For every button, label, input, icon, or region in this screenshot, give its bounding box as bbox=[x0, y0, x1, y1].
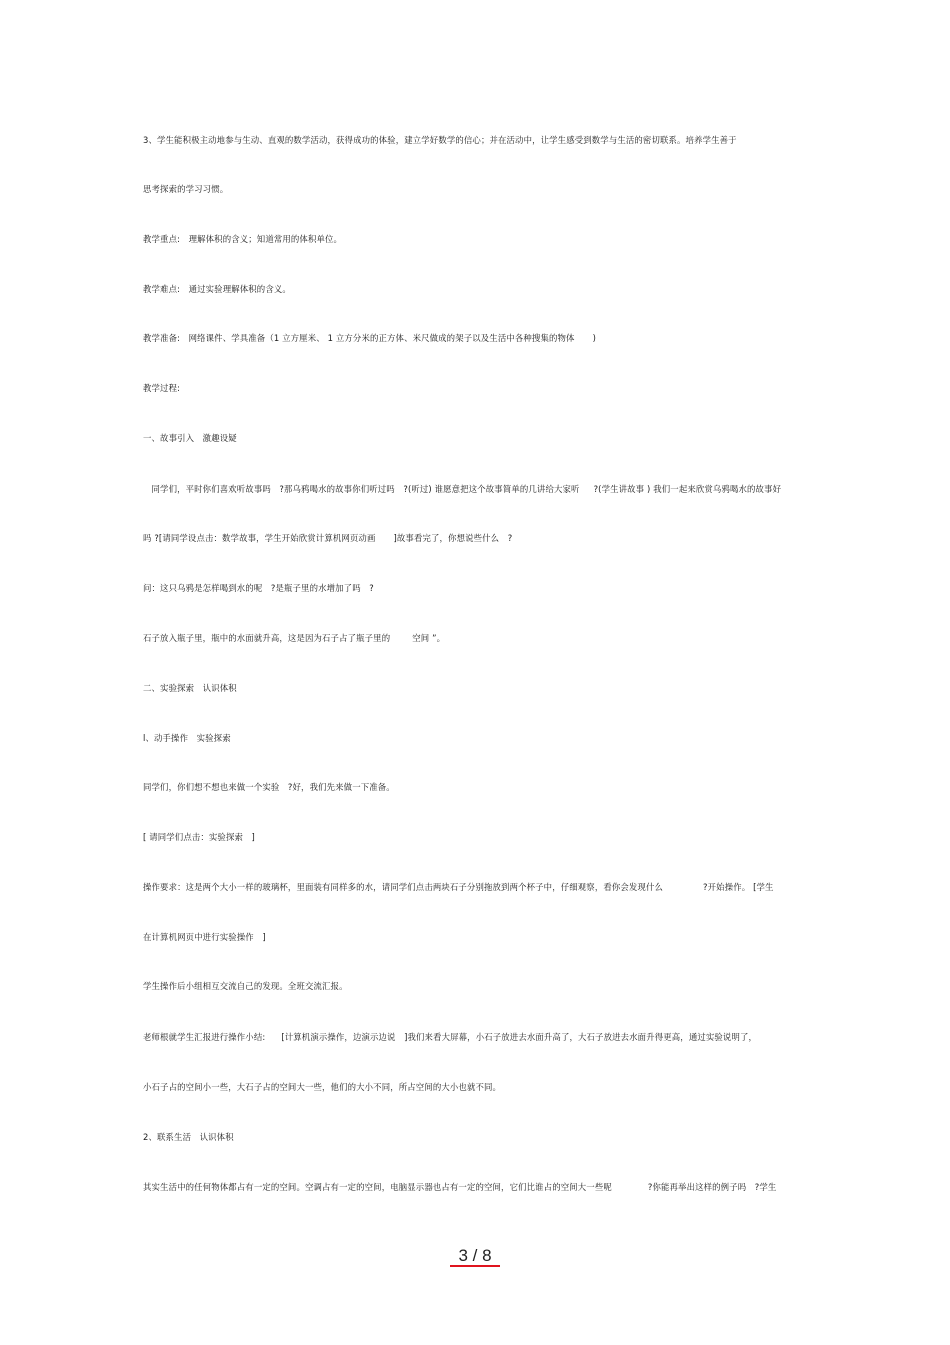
text-line: 同学们，平时你们喜欢听故事吗 ?那乌鸦喝水的故事你们听过吗 ?(听过) 谁愿意把这个故事简单的几讲给大家听 bbox=[143, 484, 580, 494]
page-number: 3 / 8 bbox=[458, 1246, 492, 1265]
paragraph-experiment-invite bbox=[143, 781, 395, 793]
text-line: ?(学生讲故事 ) 我们一起来欣赏乌鸦喝水的故事好 bbox=[593, 484, 782, 494]
page-number-underline bbox=[450, 1265, 500, 1267]
text-line: [ 请同学们点击：实验探索 ] bbox=[143, 832, 255, 842]
text-line: 同学们，你们想不想也来做一个实验 ?好，我们先来做一下准备。 bbox=[143, 782, 395, 792]
text-line: ) bbox=[592, 333, 596, 343]
teaching-key-point bbox=[143, 233, 342, 245]
subsection-heading-2 bbox=[143, 1131, 234, 1143]
teaching-preparation bbox=[143, 332, 596, 344]
text-line: 老师根就学生汇报进行操作小结: bbox=[143, 1032, 266, 1042]
paragraph-story-intro bbox=[143, 483, 781, 495]
text-line: 教学过程: bbox=[143, 383, 181, 393]
text-line: 吗 ?[请同学设点击：数学故事，学生开始欣赏计算机网页动画 bbox=[143, 533, 376, 543]
text-line: 一、故事引入 激趣设疑 bbox=[143, 433, 237, 443]
teaching-process-heading bbox=[143, 382, 180, 394]
paragraph-objective-3 bbox=[143, 134, 737, 146]
paragraph-objective-3-cont bbox=[143, 183, 228, 195]
paragraph-operation-requirement bbox=[143, 881, 774, 893]
text-line: ]故事看完了，你想说些什么 ? bbox=[393, 533, 513, 543]
text-line: 石子放入瓶子里，瓶中的水面就升高，这是因为石子占了瓶子里的 bbox=[143, 633, 391, 643]
teaching-difficulty bbox=[143, 283, 291, 295]
text-line: l、动手操作 实验探索 bbox=[143, 733, 231, 743]
paragraph-stone-space bbox=[143, 632, 445, 644]
text-line: 其实生活中的任何物体都占有一定的空间。空调占有一定的空间，电脑显示器也占有一定的空间，它们比谁占的空间大一些呢 bbox=[143, 1182, 612, 1192]
text-line: 操作要求：这是两个大小一样的玻璃杯，里面装有同样多的水，请同学们点击两块石子分别拖放到两个杯子中，仔细观察，看你会发现什么 bbox=[143, 882, 664, 892]
text-line: 小石子占的空间小一些，大石子占的空间大一些，他们的大小不同，所占空间的大小也就不同。 bbox=[143, 1082, 502, 1092]
text-line: 问：这只乌鸦是怎样喝到水的呢 ?是瓶子里的水增加了吗 ? bbox=[143, 583, 374, 593]
text-line: ?你能再举出这样的例子吗 ?学生 bbox=[647, 1182, 777, 1192]
paragraph-teacher-summary-cont bbox=[143, 1081, 501, 1093]
text-line: 在计算机网页中进行实验操作 ] bbox=[143, 932, 266, 942]
text-line: 空间 ”。 bbox=[412, 633, 446, 643]
paragraph-question bbox=[143, 582, 374, 594]
paragraph-click-instruction bbox=[143, 831, 255, 843]
text-line: [计算机演示操作，边演示边说 ]我们来看大屏幕，小石子放进去水面升高了，大石子放进去水面升得更高，通过实验说明了， bbox=[281, 1032, 758, 1042]
section-heading-2 bbox=[143, 682, 237, 694]
text-line: 3、学生能积极主动地参与生动、直观的数学活动，获得成功的体验，建立学好数学的信心；并在活动中，让学生感受到数学与生活的密切联系。培养学生善于 bbox=[143, 135, 737, 145]
text-line: 二、实验探索 认识体积 bbox=[143, 683, 237, 693]
text-line: 学生操作后小组相互交流自己的发现。全班交流汇报。 bbox=[143, 981, 348, 991]
section-heading-1 bbox=[143, 432, 237, 444]
paragraph-life-examples bbox=[143, 1181, 776, 1193]
text-line: 2、联系生活 认识体积 bbox=[143, 1132, 234, 1142]
paragraph-teacher-summary bbox=[143, 1031, 757, 1043]
text-line: 教学难点: 通过实验理解体积的含义。 bbox=[143, 284, 291, 294]
paragraph-story-intro-cont bbox=[143, 532, 512, 544]
text-line: 教学重点: 理解体积的含义；知道常用的体积单位。 bbox=[143, 234, 343, 244]
subsection-heading-1 bbox=[143, 732, 231, 744]
paragraph-group-exchange bbox=[143, 980, 348, 992]
text-line: ?开始操作。 [学生 bbox=[703, 882, 774, 892]
text-line: 教学准备: 网络课件、学具准备（1 立方厘米、 1 立方分米的正方体、米尺做成的架子以及生活中各种搜集的物体 bbox=[143, 333, 575, 343]
text-line: 思考探索的学习习惯。 bbox=[143, 184, 229, 194]
paragraph-operation-requirement-cont bbox=[143, 931, 266, 943]
